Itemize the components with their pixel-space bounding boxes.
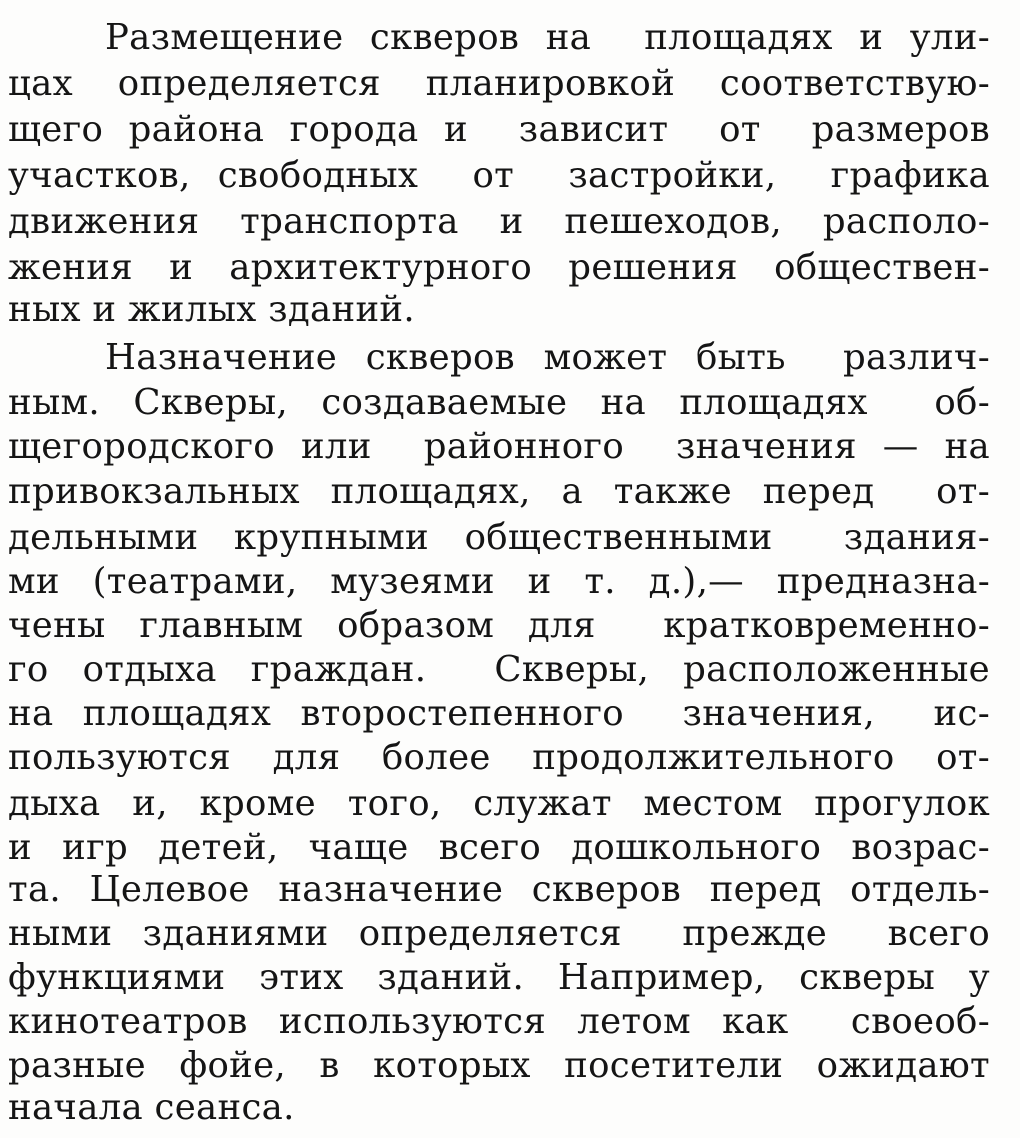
text-line: функциями этих зданий. Например, скверы у: [8, 957, 990, 998]
text-line: на площадях второстепенного значения, ис-: [8, 693, 990, 734]
text-line: начала сеанса.: [8, 1087, 295, 1128]
text-line: ных и жилых зданий.: [8, 289, 415, 330]
text-line: разные фойе, в которых посетители ожидают: [8, 1045, 990, 1086]
text-line: жения и архитектурного решения обществен-: [8, 247, 990, 288]
text-line: привокзальных площадях, а также перед от-: [8, 471, 990, 512]
text-line: ным. Скверы, создаваемые на площадях об-: [8, 382, 990, 423]
text-line: кинотеатров используются летом как своеоб-: [8, 1001, 990, 1042]
text-line: пользуются для более продолжительного от-: [8, 737, 990, 778]
text-line: и игр детей, чаще всего дошкольного возрас-: [8, 827, 990, 868]
text-line: участков, свободных от застройки, графика: [8, 155, 990, 196]
text-line: щего района города и зависит от размеров: [8, 109, 990, 150]
text-line: та. Целевое назначение скверов перед отдель-: [8, 869, 990, 910]
text-line: дыха и, кроме того, служат местом прогулок: [8, 783, 990, 824]
text-line: движения транспорта и пешеходов, располо-: [8, 201, 990, 242]
text-line: дельными крупными общественными здания-: [8, 517, 990, 558]
text-line: Размещение скверов на площадях и ули-: [105, 17, 990, 58]
text-line: го отдыха граждан. Скверы, расположенные: [8, 649, 990, 690]
text-line: Назначение скверов может быть различ-: [105, 337, 990, 378]
text-line: ными зданиями определяется прежде всего: [8, 913, 990, 954]
text-line: чены главным образом для кратковременно-: [8, 605, 990, 646]
text-line: ми (театрами, музеями и т. д.),— предназна-: [8, 561, 990, 602]
text-line: щегородского или районного значения — на: [8, 426, 990, 467]
text-line: цах определяется планировкой соответствую-: [8, 63, 990, 104]
